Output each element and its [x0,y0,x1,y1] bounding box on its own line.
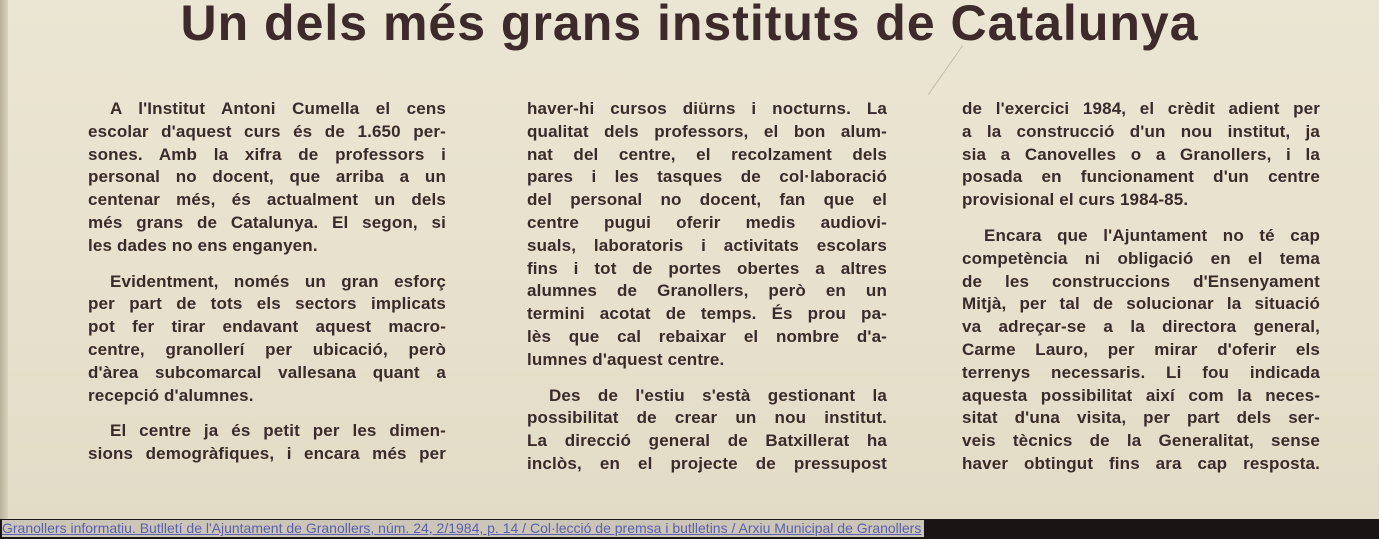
text-line: lumnes d'aquest centre. [527,349,725,369]
text-line: personal no docent, que arriba a un [88,167,446,187]
text-line: pot fer tirar endavant aquest macro- [88,317,446,337]
text-line: aquesta possibilitat així com la neces- [962,385,1320,405]
text-line: termini acotat de temps. És prou pa- [527,304,887,324]
text-line: sones. Amb la xifra de professors i [88,144,446,164]
text-line: haver obtingut fins ara cap resposta. [962,453,1320,473]
text-line: suals, laboratoris i activitats escolars [527,235,887,255]
text-line: posada en funcionament d'un centre [962,167,1320,187]
text-line: Mitjà, per tal de solucionar la situació [962,294,1320,314]
paragraph [962,98,1320,212]
text-line: del personal no docent, fan que el [527,190,887,210]
paragraph [88,420,446,466]
text-line: recepció d'alumnes. [88,385,254,405]
text-line: sitat d'una visita, per part dels ser- [962,408,1320,428]
text-line: fins i tot de portes obertes a altres [527,258,887,278]
page-left-edge [0,0,8,539]
text-line: va adreçar-se a la directora general, [962,317,1320,337]
text-line: centre, granollerí per ubicació, però [88,339,446,359]
text-line: més grans de Catalunya. El segon, si [88,212,446,232]
text-line: sions demogràfiques, i encara més per [88,444,446,464]
text-line: haver-hi cursos diürns i nocturns. La [527,99,887,118]
article-title: Un dels més grans instituts de Catalunya [180,0,1199,51]
paragraph [88,271,446,408]
text-line: escolar d'aquest curs és de 1.650 per- [88,121,446,141]
text-line: El centre ja és petit per les dimen- [110,421,446,441]
text-line: centenar més, és actualment un dels [88,190,446,210]
text-line: Evidentment, només un gran esforç [110,271,446,291]
text-line: nat del centre, el recolzament dels [527,144,887,164]
text-line: veis tècnics de la Generalitat, sense [962,431,1320,451]
source-credit-link[interactable]: Granollers informatiu. Butlletí de l'Ajuntament de Granollers, núm. 24, 2/1984, p. 14 / Col·lecció de premsa i butlletins / Arxiu Municipal de Granollers [2,520,924,537]
text-line: qualitat dels professors, el bon alum- [527,121,887,141]
paragraph [962,225,1320,476]
text-line: provisional el curs 1984-85. [962,190,1189,210]
text-line: de l'exercici 1984, el crèdit adient per [962,99,1320,118]
text-line: d'àrea subcomarcal vallesana quant a [88,362,446,382]
text-line: centre pugui oferir medis audiovi- [527,212,887,232]
text-line: alumnes de Granollers, però en un [527,281,887,301]
text-line: pares i les tasques de col·laboració [527,167,887,187]
text-line: A l'Institut Antoni Cumella el cens [110,99,446,118]
article-column-3 [962,98,1320,476]
text-line: possibilitat de crear un nou institut. [527,408,887,428]
article-column-2 [527,98,887,476]
text-line: lès que cal rebaixar el nombre d'a- [527,326,887,346]
text-line: Carme Lauro, per mirar d'oferir els [962,339,1320,359]
text-line: de les construccions d'Ensenyament [962,271,1320,291]
text-line: Des de l'estiu s'està gestionant la [549,385,887,405]
text-line: sia a Canovelles o a Granollers, i la [962,144,1320,164]
article-column-1 [88,98,446,466]
paragraph [527,385,887,476]
text-line: Encara que l'Ajuntament no té cap [984,225,1320,245]
paragraph [527,98,887,372]
text-line: les dades no ens enganyen. [88,235,318,255]
text-line: competència ni obligació en el tema [962,248,1320,268]
text-line: inclòs, en el projecte de pressupost [527,453,887,473]
text-line: per part de tots els sectors implicats [88,294,446,314]
text-line: La direcció general de Batxillerat ha [527,431,887,451]
paragraph [88,98,446,258]
text-line: terrenys necessaris. Li fou indicada [962,362,1320,382]
text-line: a la construcció d'un nou institut, ja [962,121,1320,141]
paper-crease [928,45,963,95]
